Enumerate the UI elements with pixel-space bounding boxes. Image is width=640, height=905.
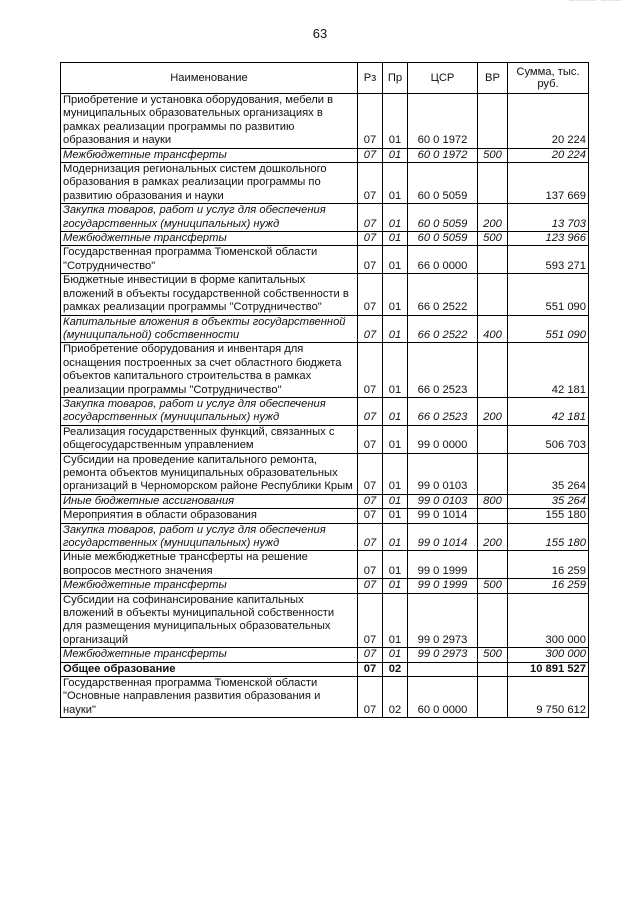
cell-vr [478,453,508,494]
cell-vr [478,274,508,315]
cell-sum: 137 669 [508,163,589,204]
cell-vr [478,593,508,648]
table-row [61,94,589,149]
cell-rz: 07 [358,163,383,204]
cell-rz: 07 [358,246,383,274]
cell-pr: 01 [383,232,408,246]
cell-pr: 01 [383,579,408,593]
header-vr: ВР [478,63,508,94]
cell-sum: 551 090 [508,274,589,315]
cell-sum: 300 000 [508,648,589,662]
cell-rz: 07 [358,453,383,494]
cell-rz: 07 [358,274,383,315]
table-row [61,397,589,425]
cell-pr: 01 [383,94,408,149]
cell-name: Общее образование [61,662,358,676]
header-rz: Рз [358,63,383,94]
cell-vr [478,509,508,523]
cell-rz: 07 [358,204,383,232]
table-row [61,494,589,508]
cell-rz: 07 [358,523,383,551]
cell-pr: 01 [383,274,408,315]
cell-pr: 01 [383,551,408,579]
cell-name: Реализация государственных функций, связанных с общегосударственным управлением [61,425,358,453]
cell-name: Субсидии на софинансирование капитальных вложений в объекты муниципальной собственности для размещения муниципальных образовательных организаций [61,593,358,648]
cell-sum: 16 259 [508,551,589,579]
cell-csr: 66 0 0000 [408,246,478,274]
cell-name: Иные бюджетные ассигнования [61,494,358,508]
cell-vr: 500 [478,148,508,162]
cell-sum: 593 271 [508,246,589,274]
cell-name: Мероприятия в области образования [61,509,358,523]
cell-pr: 01 [383,425,408,453]
table-body [61,94,589,718]
cell-name: Модернизация региональных систем дошкольного образования в рамках реализации программы по развитию образования и науки [61,163,358,204]
table-row [61,274,589,315]
cell-vr: 200 [478,204,508,232]
table-row [61,343,589,398]
cell-vr: 200 [478,523,508,551]
cell-csr: 60 0 1972 [408,148,478,162]
cell-vr [478,343,508,398]
cell-vr [478,551,508,579]
cell-sum: 551 090 [508,315,589,343]
cell-csr: 99 0 2973 [408,593,478,648]
cell-csr [408,662,478,676]
header-sum: Сумма, тыс. руб. [508,63,589,94]
header-csr: ЦСР [408,63,478,94]
cell-pr: 01 [383,523,408,551]
table-row [61,579,589,593]
cell-csr: 60 0 5059 [408,232,478,246]
cell-csr: 99 0 1014 [408,509,478,523]
cell-rz: 07 [358,343,383,398]
cell-rz: 07 [358,579,383,593]
cell-csr: 99 0 0000 [408,425,478,453]
scan-corner-mark: ▔▔▔▔ ▔▔▔ [568,0,622,9]
cell-rz: 07 [358,509,383,523]
cell-pr: 01 [383,648,408,662]
cell-name: Государственная программа Тюменской области "Сотрудничество" [61,246,358,274]
cell-csr: 60 0 5059 [408,204,478,232]
budget-table [60,62,589,718]
cell-rz: 07 [358,662,383,676]
table-row [61,315,589,343]
cell-sum: 20 224 [508,148,589,162]
table-row [61,523,589,551]
cell-csr: 99 0 0103 [408,453,478,494]
cell-name: Приобретение и установка оборудования, мебели в муниципальных образовательных организациях в рамках реализации программы по развитию образования и науки [61,94,358,149]
cell-pr: 02 [383,662,408,676]
cell-vr [478,662,508,676]
table-header [61,63,589,94]
cell-name: Межбюджетные трансферты [61,232,358,246]
header-pr: Пр [383,63,408,94]
cell-pr: 01 [383,509,408,523]
cell-csr: 60 0 0000 [408,677,478,718]
cell-vr: 200 [478,397,508,425]
cell-name: Межбюджетные трансферты [61,648,358,662]
table-row [61,148,589,162]
cell-csr: 66 0 2522 [408,274,478,315]
cell-sum: 13 703 [508,204,589,232]
cell-sum: 155 180 [508,509,589,523]
cell-sum: 506 703 [508,425,589,453]
table-row [61,425,589,453]
cell-csr: 66 0 2523 [408,343,478,398]
cell-sum: 20 224 [508,94,589,149]
cell-pr: 01 [383,494,408,508]
cell-vr [478,246,508,274]
cell-rz: 07 [358,425,383,453]
cell-name: Межбюджетные трансферты [61,148,358,162]
cell-csr: 99 0 1999 [408,579,478,593]
table-row [61,453,589,494]
cell-rz: 07 [358,551,383,579]
cell-csr: 99 0 2973 [408,648,478,662]
cell-csr: 99 0 0103 [408,494,478,508]
cell-csr: 60 0 5059 [408,163,478,204]
cell-vr: 800 [478,494,508,508]
cell-pr: 01 [383,246,408,274]
cell-vr: 500 [478,579,508,593]
cell-csr: 66 0 2522 [408,315,478,343]
page-number: 63 [312,26,328,41]
cell-vr [478,94,508,149]
cell-vr: 500 [478,232,508,246]
table-row [61,232,589,246]
cell-pr: 01 [383,343,408,398]
table-row [61,509,589,523]
table-row [61,648,589,662]
cell-sum: 16 259 [508,579,589,593]
table-row [61,246,589,274]
cell-name: Закупка товаров, работ и услуг для обеспечения государственных (муниципальных) нужд [61,523,358,551]
cell-vr: 400 [478,315,508,343]
cell-name: Иные межбюджетные трансферты на решение вопросов местного значения [61,551,358,579]
cell-sum: 123 966 [508,232,589,246]
cell-sum: 155 180 [508,523,589,551]
cell-name: Межбюджетные трансферты [61,579,358,593]
cell-rz: 07 [358,494,383,508]
cell-name: Государственная программа Тюменской области "Основные направления развития образования и науки" [61,677,358,718]
cell-pr: 01 [383,315,408,343]
cell-pr: 01 [383,148,408,162]
cell-rz: 07 [358,648,383,662]
table-row [61,204,589,232]
cell-sum: 300 000 [508,593,589,648]
cell-csr: 99 0 1014 [408,523,478,551]
cell-pr: 01 [383,204,408,232]
cell-pr: 01 [383,453,408,494]
cell-pr: 01 [383,163,408,204]
table-row [61,593,589,648]
table-row [61,163,589,204]
cell-name: Бюджетные инвестиции в форме капитальных вложений в объекты государственной собственности в рамках реализации программы "Сотрудничество" [61,274,358,315]
cell-name: Приобретение оборудования и инвентаря для оснащения построенных за счет областного бюджета объектов капитального строительства в рамках реализации программы "Сотрудничество" [61,343,358,398]
cell-name: Закупка товаров, работ и услуг для обеспечения государственных (муниципальных) нужд [61,397,358,425]
table-row [61,662,589,676]
cell-rz: 07 [358,232,383,246]
cell-sum: 10 891 527 [508,662,589,676]
cell-name: Капитальные вложения в объекты государственной (муниципальной) собственности [61,315,358,343]
cell-vr [478,163,508,204]
cell-pr: 02 [383,677,408,718]
cell-csr: 99 0 1999 [408,551,478,579]
cell-vr [478,425,508,453]
cell-sum: 35 264 [508,494,589,508]
table-row [61,551,589,579]
cell-pr: 01 [383,397,408,425]
cell-sum: 42 181 [508,397,589,425]
cell-name: Закупка товаров, работ и услуг для обеспечения государственных (муниципальных) нужд [61,204,358,232]
cell-csr: 60 0 1972 [408,94,478,149]
cell-vr: 500 [478,648,508,662]
cell-rz: 07 [358,315,383,343]
cell-sum: 9 750 612 [508,677,589,718]
cell-rz: 07 [358,677,383,718]
cell-name: Субсидии на проведение капитального ремонта, ремонта объектов муниципальных образовательных организаций в Черноморском районе Республики Крым [61,453,358,494]
cell-rz: 07 [358,148,383,162]
cell-sum: 42 181 [508,343,589,398]
cell-pr: 01 [383,593,408,648]
table-row [61,677,589,718]
cell-vr [478,677,508,718]
cell-rz: 07 [358,593,383,648]
cell-csr: 66 0 2523 [408,397,478,425]
cell-sum: 35 264 [508,453,589,494]
cell-rz: 07 [358,397,383,425]
header-name: Наименование [61,63,358,94]
cell-rz: 07 [358,94,383,149]
